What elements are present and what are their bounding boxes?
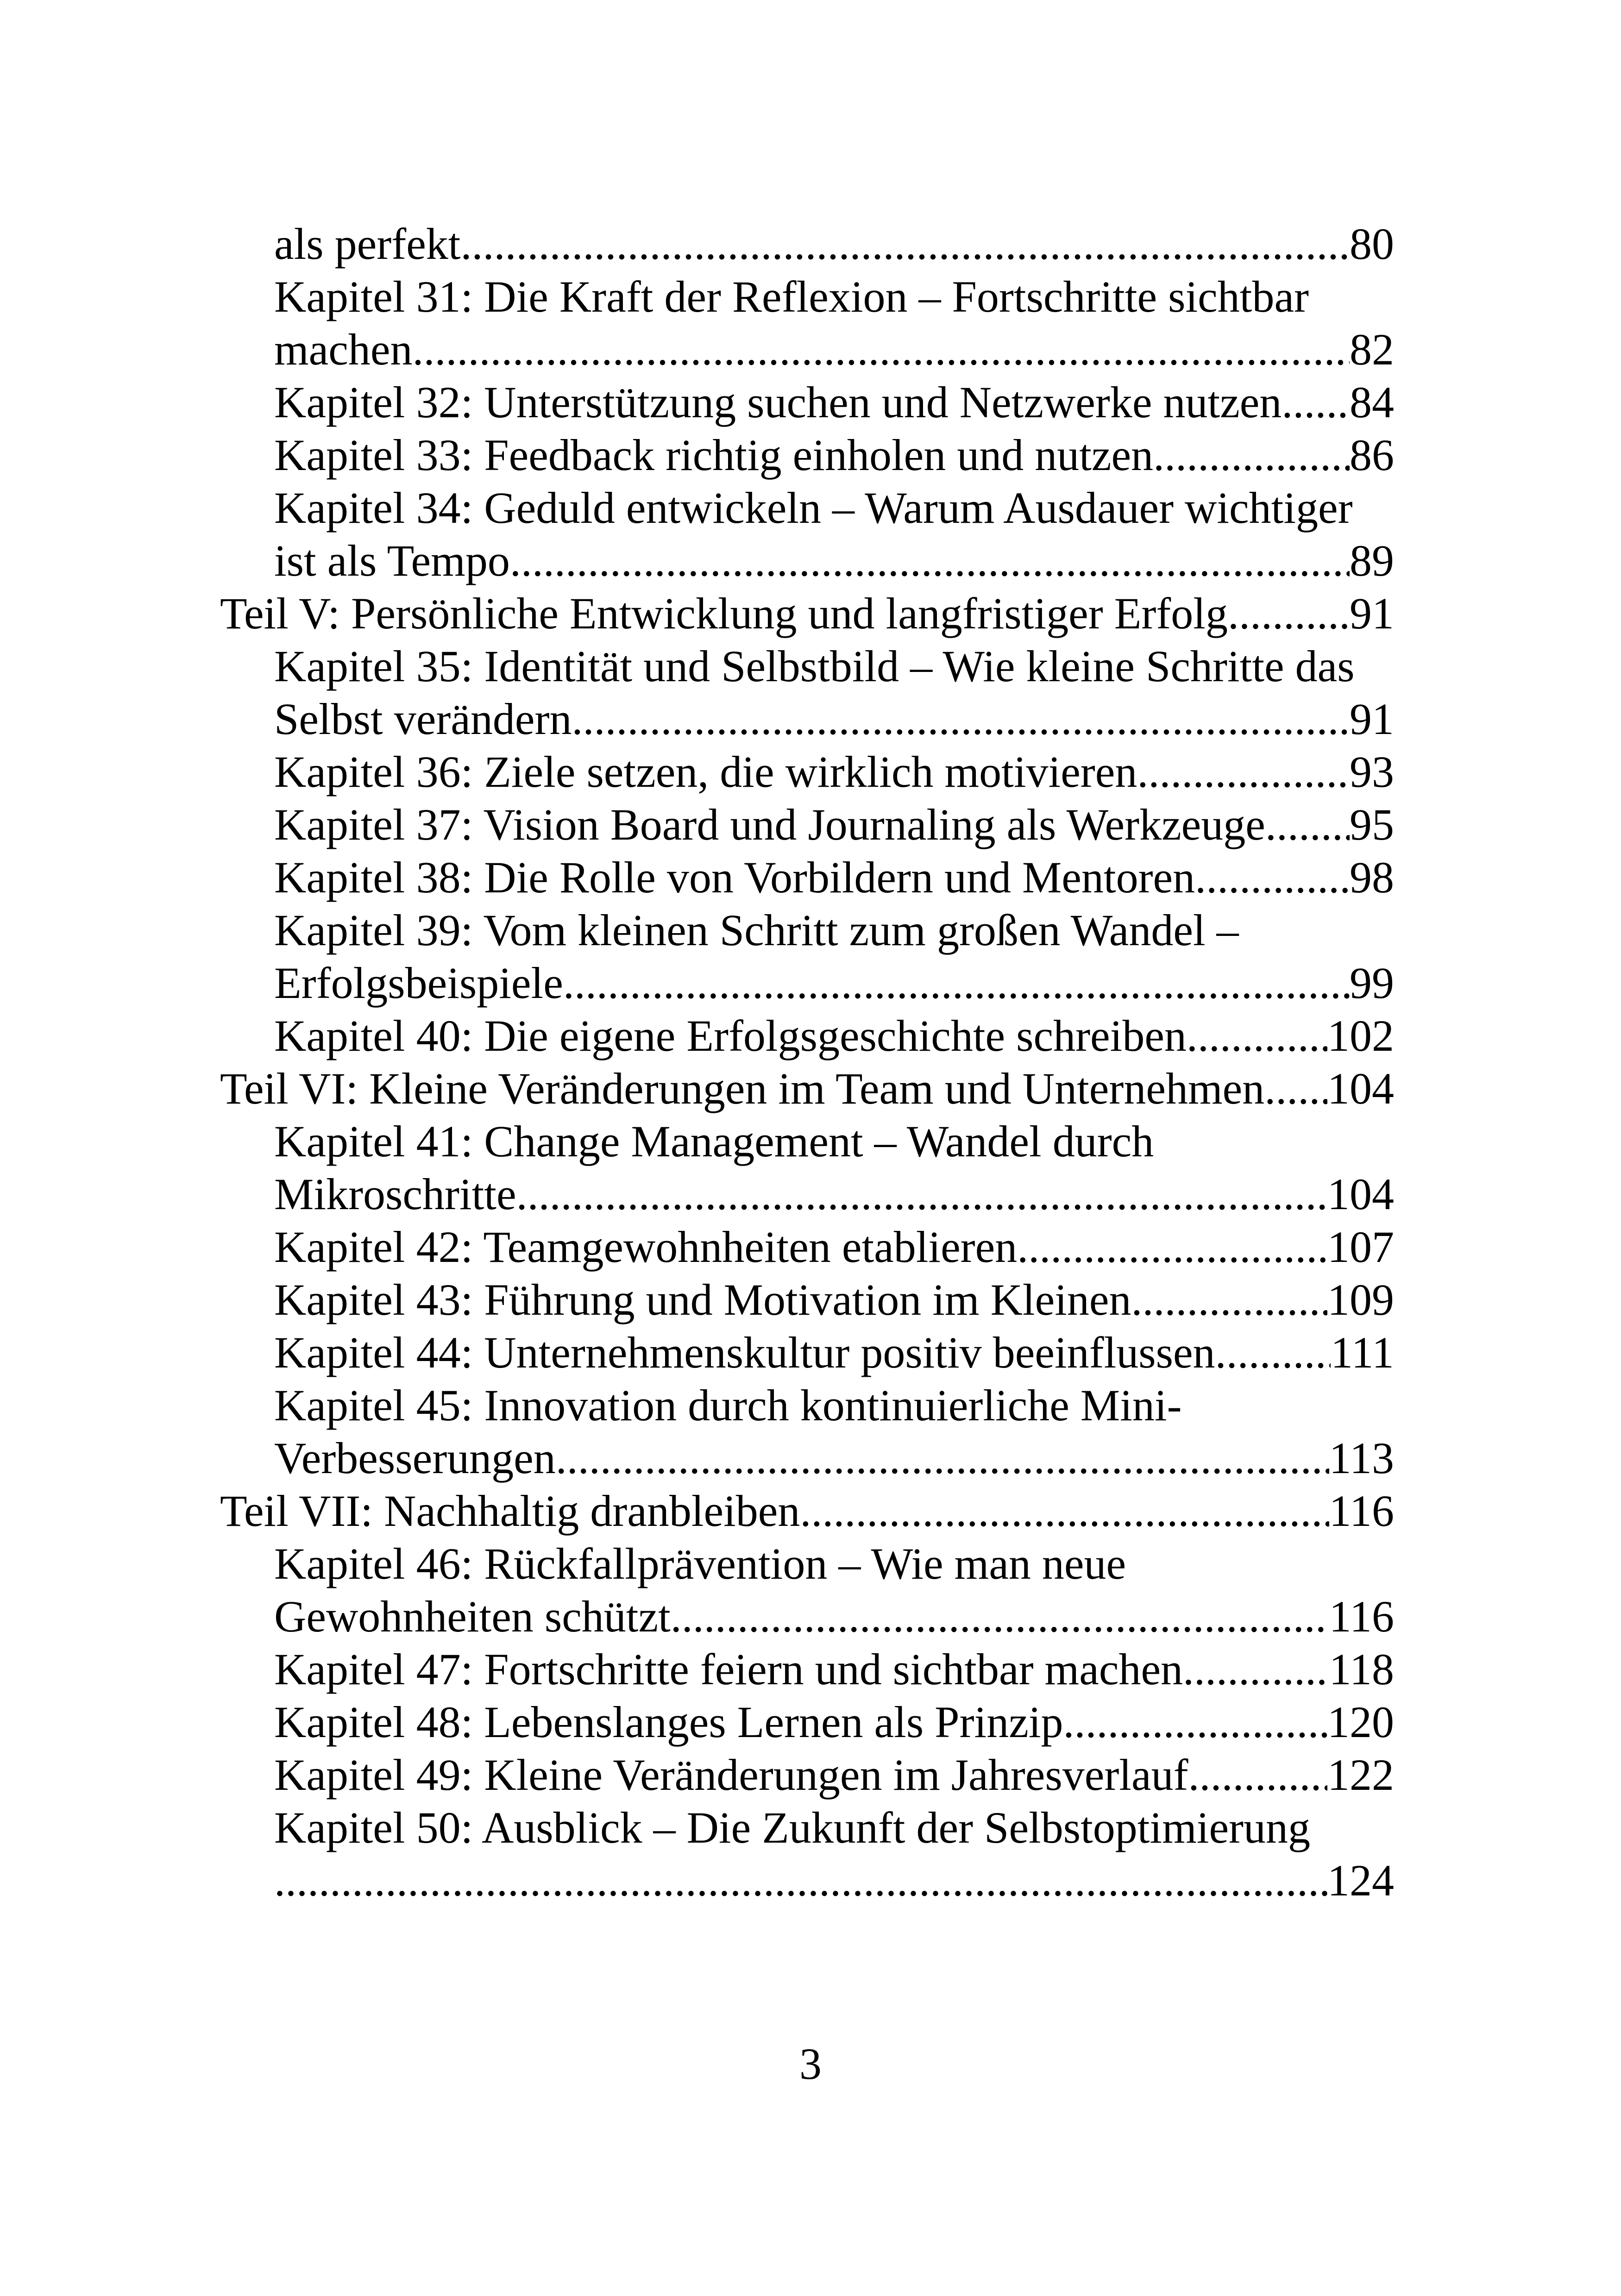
leader-dots xyxy=(1188,1749,1327,1801)
leader-dots xyxy=(510,534,1350,587)
toc-part-page: 91 xyxy=(1350,589,1394,638)
toc-entry xyxy=(274,429,1394,482)
toc-entry xyxy=(274,1221,1394,1273)
toc-part-page: 104 xyxy=(1327,1064,1394,1113)
toc-entry xyxy=(274,1854,1394,1907)
toc-entry-page: 122 xyxy=(1327,1750,1394,1800)
toc-part-title: Teil VI: Kleine Veränderungen im Team und Unternehmen xyxy=(220,1064,1265,1113)
toc-entry-page: 120 xyxy=(1327,1697,1394,1747)
toc-entry xyxy=(274,1801,1394,1854)
leader-dots xyxy=(1265,798,1350,851)
toc-entry-title: Kapitel 39: Vom kleinen Schritt zum großen Wandel – xyxy=(274,905,1239,955)
toc-entry-page: 102 xyxy=(1327,1011,1394,1060)
toc-entry xyxy=(274,640,1394,693)
toc-entry-page: 113 xyxy=(1329,1433,1394,1483)
leader-dots xyxy=(563,957,1350,1010)
leader-dots xyxy=(274,1854,1327,1907)
toc-entry-title: Gewohnheiten schützt xyxy=(274,1592,671,1641)
toc-entry xyxy=(274,1590,1394,1643)
toc-entry xyxy=(274,1115,1394,1168)
toc-entry-page: 99 xyxy=(1350,958,1394,1008)
toc-entry-page: 111 xyxy=(1331,1328,1394,1377)
toc-entry-title: als perfekt xyxy=(274,219,461,269)
toc-entry xyxy=(274,270,1394,323)
leader-dots xyxy=(1153,429,1350,482)
toc-entry xyxy=(274,1379,1394,1432)
leader-dots xyxy=(413,323,1350,376)
toc-entry-page: 124 xyxy=(1327,1856,1394,1905)
toc-entry-page: 95 xyxy=(1350,800,1394,849)
toc-entry xyxy=(274,1168,1394,1221)
toc-entry-page: 116 xyxy=(1329,1592,1394,1641)
toc-entry xyxy=(274,904,1394,957)
toc-entry-title: machen xyxy=(274,325,413,374)
leader-dots xyxy=(1183,1643,1329,1696)
toc-entry xyxy=(274,482,1394,534)
toc-entry xyxy=(274,1273,1394,1326)
toc-entry xyxy=(274,534,1394,587)
toc-entry-title: Kapitel 43: Führung und Motivation im Kleinen xyxy=(274,1275,1131,1324)
toc-entry-title: Kapitel 49: Kleine Veränderungen im Jahresverlauf xyxy=(274,1750,1188,1800)
toc-entry-page: 93 xyxy=(1350,747,1394,797)
toc-entry-title: Selbst verändern xyxy=(274,694,572,744)
toc-entry-title: Kapitel 35: Identität und Selbstbild – Wie kleine Schritte das xyxy=(274,641,1355,691)
toc-entry-title: Kapitel 41: Change Management – Wandel durch xyxy=(274,1117,1154,1166)
toc-entry xyxy=(274,1643,1394,1696)
toc-entry-title: Kapitel 36: Ziele setzen, die wirklich motivieren xyxy=(274,747,1137,797)
toc-entry-page: 84 xyxy=(1350,377,1394,427)
leader-dots xyxy=(1131,1273,1327,1326)
toc-part xyxy=(220,1485,1394,1537)
toc-entry-page: 91 xyxy=(1350,694,1394,744)
toc-entry-title: Kapitel 44: Unternehmenskultur positiv beeinflussen xyxy=(274,1328,1215,1377)
toc-entry xyxy=(274,798,1394,851)
leader-dots xyxy=(460,218,1350,270)
toc-entry-title: Erfolgsbeispiele xyxy=(274,958,563,1008)
leader-dots xyxy=(1293,376,1350,429)
toc-entry-title: Kapitel 31: Die Kraft der Reflexion – Fortschritte sichtbar xyxy=(274,272,1309,321)
toc-entry xyxy=(274,323,1394,376)
toc-entry xyxy=(274,1537,1394,1590)
leader-dots xyxy=(556,1432,1329,1485)
toc-entry-title: Kapitel 47: Fortschritte feiern und sichtbar machen xyxy=(274,1644,1183,1694)
toc-entry-page: 109 xyxy=(1327,1275,1394,1324)
toc-entry-page: 80 xyxy=(1350,219,1394,269)
leader-dots xyxy=(1228,587,1350,640)
toc-entry-page: 107 xyxy=(1327,1222,1394,1272)
toc-entry-page: 104 xyxy=(1327,1169,1394,1219)
toc-entry-title: ist als Tempo xyxy=(274,536,510,585)
toc-entry xyxy=(274,218,1394,270)
toc-entry-title: Kapitel 32: Unterstützung suchen und Netzwerke nutzen. xyxy=(274,377,1293,427)
toc-entry-page: 82 xyxy=(1350,325,1394,374)
leader-dots xyxy=(1017,1221,1327,1273)
toc-entry xyxy=(274,957,1394,1010)
toc-entry-title: Kapitel 34: Geduld entwickeln – Warum Ausdauer wichtiger xyxy=(274,483,1353,533)
toc-entry-title: Mikroschritte xyxy=(274,1169,516,1219)
toc-entry xyxy=(274,693,1394,746)
toc-entry-title: Kapitel 50: Ausblick – Die Zukunft der Selbstoptimierung xyxy=(274,1803,1311,1852)
leader-dots xyxy=(1187,1010,1327,1062)
toc-entry-title: Kapitel 48: Lebenslanges Lernen als Prinzip xyxy=(274,1697,1063,1747)
toc-part xyxy=(220,587,1394,640)
toc-entry-title: Kapitel 37: Vision Board und Journaling als Werkzeuge xyxy=(274,800,1265,849)
toc-entry-page: 98 xyxy=(1350,853,1394,902)
toc-entry-title: Kapitel 33: Feedback richtig einholen und nutzen xyxy=(274,430,1154,480)
toc-entry xyxy=(274,746,1394,798)
toc-part-title: Teil V: Persönliche Entwicklung und langfristiger Erfolg xyxy=(220,589,1228,638)
toc-entry-title: Kapitel 45: Innovation durch kontinuierliche Mini- xyxy=(274,1380,1182,1430)
toc-entry-page: 118 xyxy=(1329,1644,1394,1694)
toc-entry xyxy=(274,1432,1394,1485)
page-number: 3 xyxy=(799,2039,822,2089)
leader-dots xyxy=(1195,851,1350,904)
toc-entry-title: Kapitel 38: Die Rolle von Vorbildern und Mentoren xyxy=(274,853,1195,902)
leader-dots xyxy=(1063,1696,1327,1749)
toc-entry xyxy=(274,851,1394,904)
toc-entry xyxy=(274,1010,1394,1062)
leader-dots xyxy=(800,1485,1329,1537)
toc-entry xyxy=(274,376,1394,429)
leader-dots xyxy=(1137,746,1350,798)
toc-entry xyxy=(274,1749,1394,1801)
toc-part xyxy=(220,1062,1394,1115)
toc-entry xyxy=(274,1326,1394,1379)
toc-entry-title: Verbesserungen xyxy=(274,1433,556,1483)
toc-part-page: 116 xyxy=(1329,1486,1394,1536)
toc-entry xyxy=(274,1696,1394,1749)
toc-entry-page: 89 xyxy=(1350,536,1394,585)
toc-entry-page: 86 xyxy=(1350,430,1394,480)
toc-entry-title: Kapitel 46: Rückfallprävention – Wie man neue xyxy=(274,1539,1126,1588)
leader-dots xyxy=(572,693,1350,746)
leader-dots xyxy=(671,1590,1329,1643)
toc-part-title: Teil VII: Nachhaltig dranbleiben xyxy=(220,1486,800,1536)
leader-dots xyxy=(516,1168,1327,1221)
leader-dots xyxy=(1215,1326,1331,1379)
toc-entry-title: Kapitel 40: Die eigene Erfolgsgeschichte schreiben xyxy=(274,1011,1187,1060)
toc-entry-title: Kapitel 42: Teamgewohnheiten etablieren xyxy=(274,1222,1018,1272)
leader-dots xyxy=(1264,1062,1327,1115)
